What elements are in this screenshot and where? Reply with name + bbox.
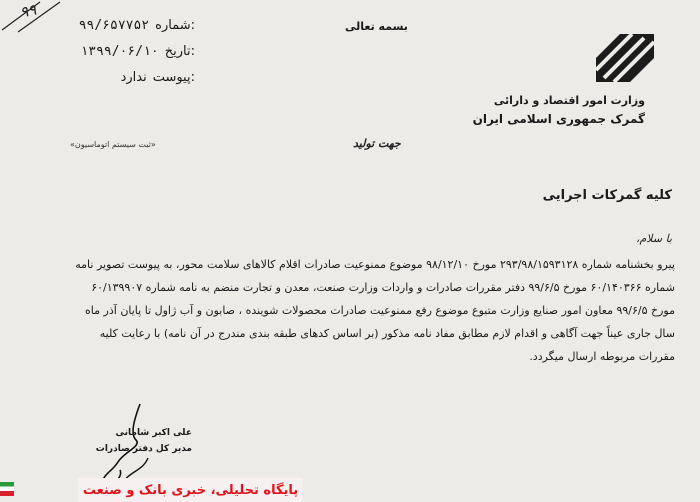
attachment-label: پیوست: bbox=[152, 70, 195, 85]
handwritten-reference: ۹۹ bbox=[18, 0, 38, 22]
body-line: پیرو بخشنامه شماره ۲۹۳/۹۸/۱۵۹۳۱۲۸ مورخ ۹۸/۱۲/۱۰ موضوع ممنوعیت صادرات اقلام کالاهای سلامت محور، به پیوست تصویر نامه bbox=[75, 258, 675, 271]
source-watermark: پایگاه تحلیلی، خبری بانک و صنعت bbox=[78, 478, 303, 502]
number-label: شماره: bbox=[155, 18, 195, 33]
customs-logo-icon bbox=[590, 28, 660, 88]
body-line: سال جاری عیناً جهت آگاهی و اقدام لازم مطابق مفاد نامه مذکور (بر اساس کدهای طبقه بندی مندرج در آن نامه) با رعایت کلیه bbox=[99, 327, 675, 340]
signer-name: علی اکبر شامانی bbox=[115, 428, 192, 438]
date-label: تاریخ: bbox=[164, 44, 195, 59]
recipient: کلیه گمرکات اجرایی bbox=[542, 188, 672, 203]
date-row bbox=[25, 39, 195, 65]
customs-line: گمرک جمهوری اسلامی ایران bbox=[472, 112, 645, 126]
attachment-row bbox=[25, 65, 195, 91]
signer-block bbox=[95, 425, 192, 457]
date-value: ۱۳۹۹/۰۶/۱۰ bbox=[80, 44, 159, 59]
number-value: ۹۹/۶۵۷۷۵۲ bbox=[78, 18, 150, 33]
attachment-value: ندارد bbox=[120, 70, 147, 85]
number-row bbox=[25, 13, 195, 39]
ministry-line: وزارت امور اقتصاد و دارائی bbox=[493, 94, 645, 107]
body-line: شماره ۶۰/۱۴۰۳۶۶ مورخ ۹۹/۶/۵ دفتر مقررات صادرات و واردات وزارت صنعت، معدن و تجارت منضم به نامه شماره ۶۰/۱۳۹۹۰۷ bbox=[91, 281, 675, 294]
handwritten-note: جهت تولید bbox=[353, 137, 401, 150]
body-line: مقررات مربوطه ارسال میگردد. bbox=[529, 350, 675, 363]
organization-name bbox=[473, 92, 645, 128]
automation-note: «ثبت سیستم اتوماسیون» bbox=[70, 140, 156, 149]
flag-icon bbox=[0, 482, 14, 496]
salutation: با سلام، bbox=[635, 232, 672, 245]
signer-title: مدیر کل دفتر صادرات bbox=[95, 444, 192, 454]
body-line: مورخ ۹۹/۶/۵ معاون امور صنایع وزارت متبوع موضوع رفع ممنوعیت صادرات محصولات شوینده ، صابون و آب ژاول تا پایان آذر ماه bbox=[85, 304, 675, 317]
letter-body bbox=[20, 253, 675, 368]
letter-meta bbox=[25, 13, 195, 91]
basmala: بسمه تعالی bbox=[345, 20, 408, 33]
